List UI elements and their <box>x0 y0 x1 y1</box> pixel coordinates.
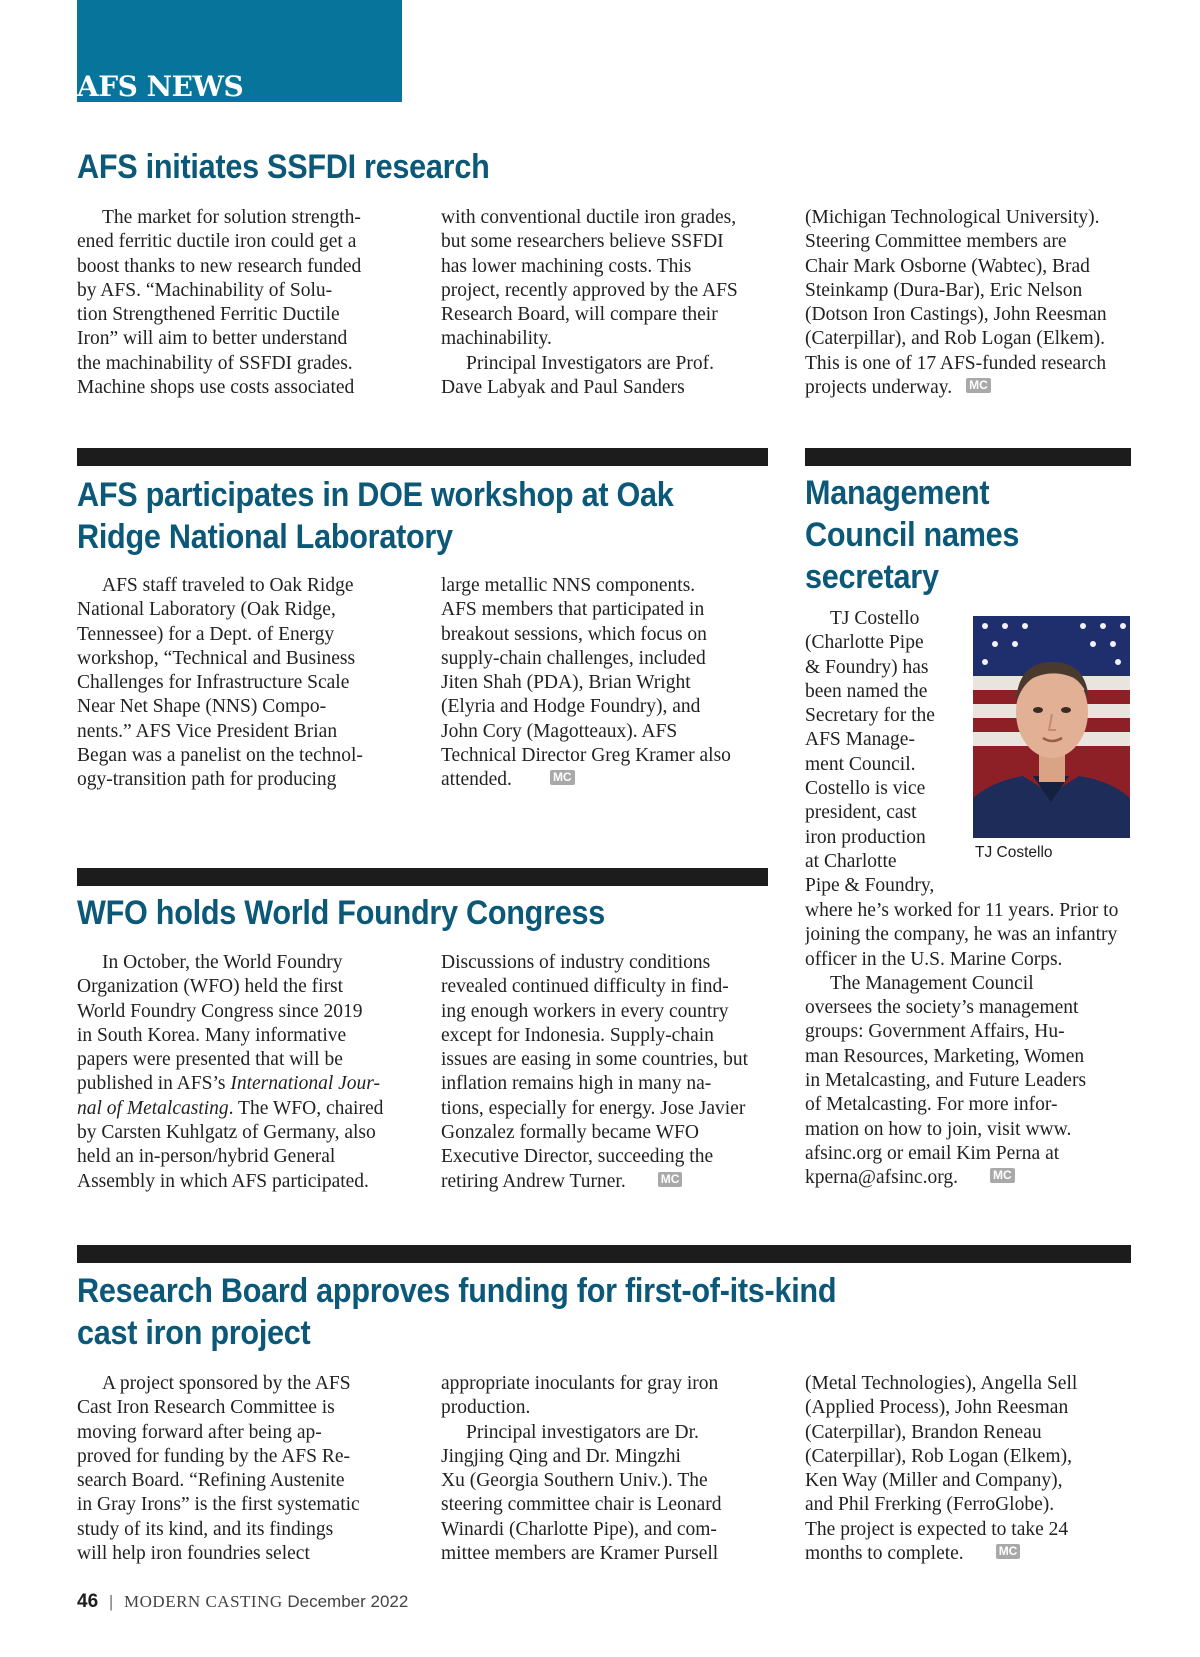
section-rule <box>77 868 768 886</box>
section-rule <box>805 448 1131 466</box>
end-mark-badge: MC <box>550 770 575 785</box>
portrait-illustration <box>973 616 1130 838</box>
article-doe-col2: large metallic NNS components. AFS members that participated in breakout sessions, which focus on supply-chain challenges, included Jiten Shah (PDA), Brian Wright (Elyria and Hodge Foundry), and John Cory (Magotteaux). AFS Technical Director Greg Kramer also attended. MC <box>441 575 731 791</box>
end-mark-badge: MC <box>966 378 991 393</box>
article-ssfdi-col1: The market for solution strength- ened ferritic ductile iron could get a boost thanks to new research funded by AFS. “Machinability of Solu- tion Strengthened Ferritic Ductile Iron” will aim to better understand the machinability of SSFDI grades. Machine shops use costs associated <box>77 207 362 399</box>
sidebar-headline: Management Council names secretary <box>805 474 1020 596</box>
article-headline-doe: AFS participates in DOE workshop at Oak Ridge National Laboratory <box>77 476 674 556</box>
section-label: AFS NEWS <box>77 70 244 103</box>
section-rule <box>77 1245 1131 1263</box>
end-mark-badge: MC <box>996 1544 1021 1559</box>
article-research-col3: (Metal Technologies), Angella Sell (Applied Process), John Reesman (Caterpillar), Brandon Reneau (Caterpillar), Rob Logan (Elkem), Ken Way (Miller and Company), and Phil Frerking (FerroGlobe). The project is expected to take 24 months to complete. MC <box>805 1373 1078 1565</box>
article-wfo-col1: In October, the World Foundry Organization (WFO) held the first World Foundry Congress since 2019 in South Korea. Many informative papers were presented that will be published in AFS’s International Jour- nal of Metalcasting. The WFO, chaired by Carsten Kuhlgatz of Germany, also held an in-person/hybrid General Assembly in which AFS participated. <box>77 952 384 1192</box>
article-doe-col1: AFS staff traveled to Oak Ridge National Laboratory (Oak Ridge, Tennessee) for a Dept. of Energy workshop, “Technical and Business Challenges for Infrastructure Scale Near Net Shape (NNS) Compo- nents.” AFS Vice President Brian Began was a panelist on the technol- ogy-transition path for producing <box>77 575 363 791</box>
article-headline-ssfdi: AFS initiates SSFDI research <box>77 148 490 186</box>
article-research-col2: appropriate inoculants for gray iron production. Principal investigators are Dr. Jingjing Qing and Dr. Mingzhi Xu (Georgia Southern Univ.). The steering committee chair is Leonard Winardi (Charlotte Pipe), and com- mittee members are Kramer Pursell <box>441 1373 722 1565</box>
article-wfo-col2: Discussions of industry conditions revealed continued difficulty in find- ing enough workers in every country except for Indonesia. Supply-chain issues are easing in some countries, but inflation remains high in many na- tions, especially for energy. Jose Javier Gonzalez formally became WFO Executive Director, succeeding the retiring Andrew Turner. MC <box>441 952 749 1192</box>
sidebar-text-narrow: TJ Costello (Charlotte Pipe & Foundry) has been named the Secretary for the AFS Manage- ment Council. Costello is vice president, cast iron production at Charlotte Pipe & Foundry, <box>805 608 935 897</box>
footer-separator: | <box>108 1592 114 1611</box>
article-headline-wfo: WFO holds World Foundry Congress <box>77 894 605 932</box>
page-footer <box>77 1591 408 1613</box>
page-number: 46 <box>77 1591 99 1612</box>
sidebar-text-wide: where he’s worked for 11 years. Prior to joining the company, he was an infantry officer in the U.S. Marine Corps. The Management Council oversees the society’s management groups: Government Affairs, Hu- man Resources, Marketing, Women in Metalcasting, and Future Leaders of Metalcasting. For more infor- mation on how to join, visit www. afsinc.org or email Kim Perna at kperna@afsinc.org. MC <box>805 900 1119 1189</box>
portrait-photo <box>973 616 1130 838</box>
section-rule <box>77 448 768 466</box>
photo-caption: TJ Costello <box>975 844 1053 861</box>
issue-date: December 2022 <box>287 1592 409 1611</box>
article-ssfdi-col2: with conventional ductile iron grades, but some researchers believe SSFDI has lower machining costs. This project, recently approved by the AFS Research Board, will compare their machinability. Principal Investigators are Prof. Dave Labyak and Paul Sanders <box>441 207 738 399</box>
magazine-name: MODERN CASTING <box>124 1592 283 1611</box>
article-headline-research-board: Research Board approves funding for first-of-its-kind cast iron project <box>77 1272 837 1352</box>
article-ssfdi-col3: (Michigan Technological University). Steering Committee members are Chair Mark Osborne (Wabtec), Brad Steinkamp (Dura-Bar), Eric Nelson (Dotson Iron Castings), John Reesman (Caterpillar), and Rob Logan (Elkem). This is one of 17 AFS-funded research projects underway. MC <box>805 207 1107 399</box>
article-research-col1: A project sponsored by the AFS Cast Iron Research Committee is moving forward after being ap- proved for funding by the AFS Re- search Board. “Refining Austenite in Gray Irons” is the first systematic study of its kind, and its findings will help iron foundries select <box>77 1373 360 1565</box>
end-mark-badge: MC <box>990 1168 1015 1183</box>
end-mark-badge: MC <box>658 1172 683 1187</box>
